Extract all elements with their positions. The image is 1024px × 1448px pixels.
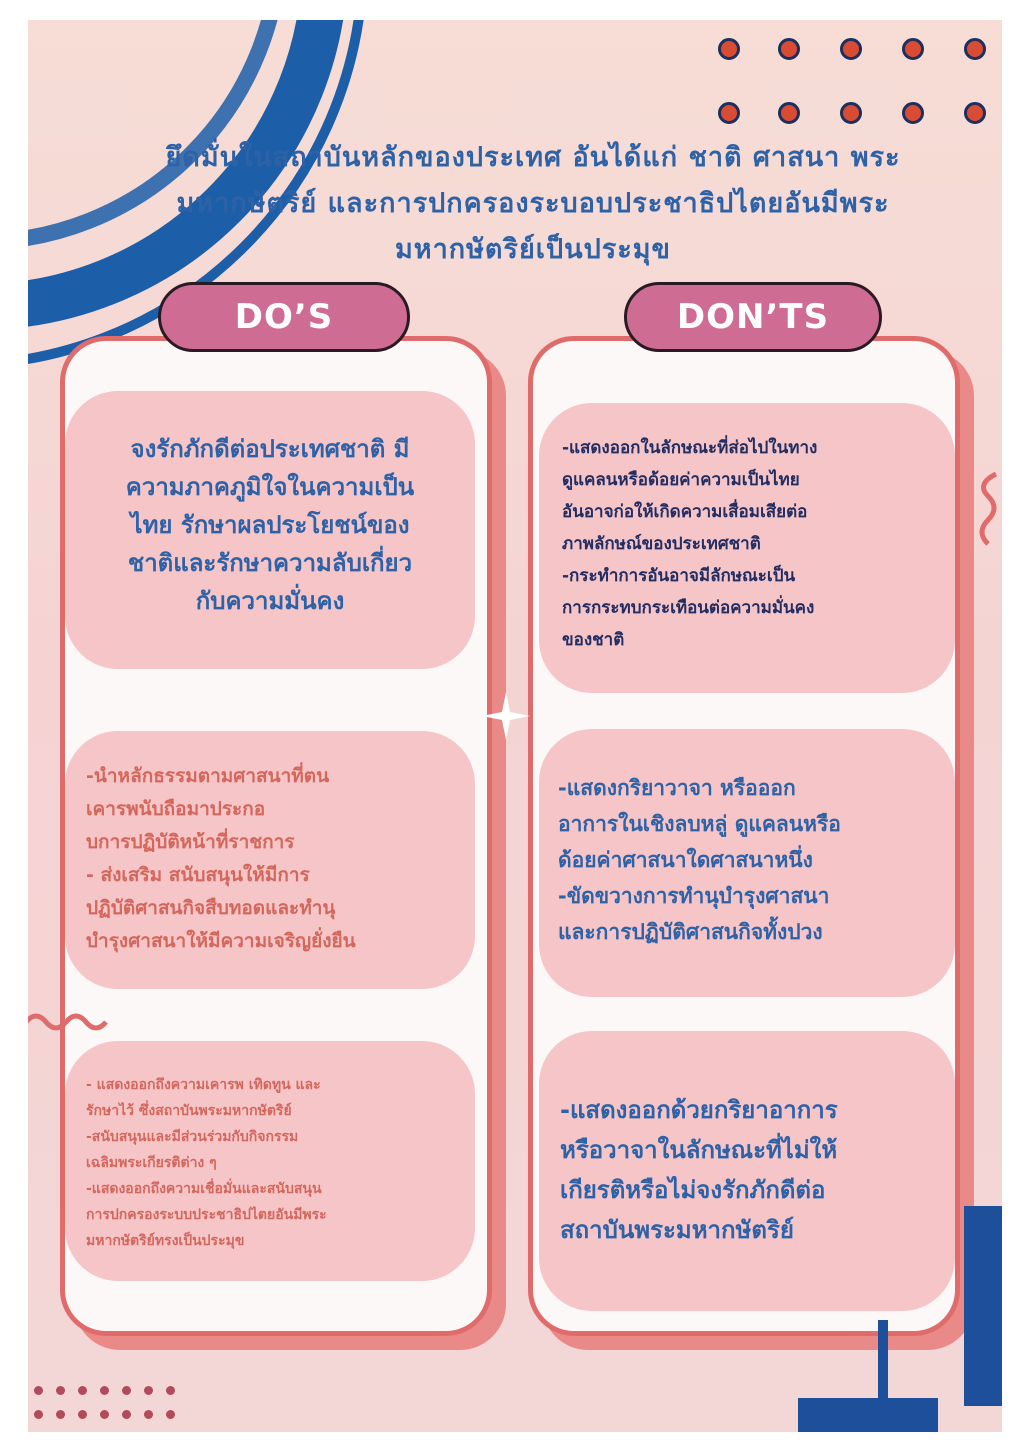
decor-small-dot: [144, 1386, 153, 1395]
decor-small-dot: [100, 1386, 109, 1395]
squiggle-left-decor: [28, 1006, 114, 1036]
decor-small-dot: [122, 1386, 131, 1395]
dos-item-3: - แสดงออกถึงความเคารพ เทิดทูน และ รักษาไว้ ซึ่งสถาบันพระมหากษัตริย์ -สนับสนุนและมีส่วนร่วมกับกิจกรรม เฉลิมพระเกียรติต่าง ๆ -แสดงออกถึงความเชื่อมั่นและสนับสนุน การปกครองระบบประชาธิปไตยอันมีพระ มหากษัตริย์ทรงเป็นประมุข: [86, 1077, 327, 1249]
decor-small-dot: [100, 1410, 109, 1419]
decor-dot: [840, 38, 862, 60]
decor-block-2: [798, 1398, 938, 1432]
decor-dot: [840, 102, 862, 124]
decor-dot: [778, 102, 800, 124]
sparkle-icon: [480, 690, 532, 742]
decor-small-dot: [56, 1386, 65, 1395]
decor-small-dot: [78, 1410, 87, 1419]
poster-title: ยึดมั่นในสถาบันหลักของประเทศ อันได้แก่ ชาติ ศาสนา พระ มหากษัตริย์ และการปกครองระบอบประชาธิปไตยอันมีพระ มหากษัตริย์เป็นประมุข: [165, 142, 901, 265]
dos-item-2: -นำหลักธรรมตามศาสนาที่ตน เคารพนับถือมาประกอ บการปฏิบัติหน้าที่ราชการ - ส่งเสริม สนับสนุนให้มีการ ปฏิบัติศาสนกิจสืบทอดและทำนุ บำรุงศาสนาให้มีความเจริญยั่งยืน: [86, 765, 356, 952]
decor-block-3: [878, 1320, 888, 1420]
decor-block-1: [964, 1206, 1002, 1406]
decor-small-dot: [122, 1410, 131, 1419]
decor-small-dot: [166, 1410, 175, 1419]
donts-item-2: -แสดงกริยาวาจา หรือออก อาการในเชิงลบหลู่ ดูแคลนหรือ ด้อยค่าศาสนาใดศาสนาหนึ่ง -ขัดขวางการทำนุบำรุงศาสนา และการปฏิบัติศาสนกิจทั้งปวง: [558, 776, 841, 944]
decor-small-dot: [34, 1386, 43, 1395]
donts-heading: DON’TS: [624, 282, 882, 352]
donts-item-3: -แสดงออกด้วยกริยาอาการ หรือวาจาในลักษณะที่ไม่ให้ เกียรติหรือไม่จงรักภักดีต่อ สถาบันพระมหากษัตริย์: [560, 1096, 838, 1244]
decor-dot: [778, 38, 800, 60]
decor-small-dot: [78, 1386, 87, 1395]
decor-small-dot: [56, 1410, 65, 1419]
decor-small-dot: [166, 1386, 175, 1395]
dos-item-1: จงรักภักดีต่อประเทศชาติ มี ความภาคภูมิใจในความเป็น ไทย รักษาผลประโยชน์ของ ชาติและรักษาความลับเกี่ยว กับความมั่นคง: [125, 435, 415, 615]
dos-heading: DO’S: [158, 282, 410, 352]
decor-dot: [964, 38, 986, 60]
decor-small-dot: [34, 1410, 43, 1419]
decor-dot: [718, 38, 740, 60]
decor-dot: [964, 102, 986, 124]
donts-item-1: -แสดงออกในลักษณะที่ส่อไปในทาง ดูแคลนหรือด้อยค่าความเป็นไทย อันอาจก่อให้เกิดความเสื่อมเสียต่อ ภาพลักษณ์ของประเทศชาติ -กระทำการอันอาจมีลักษณะเป็น การกระทบกระเทือนต่อความมั่นคง ของชาติ: [562, 438, 818, 650]
decor-dot: [902, 38, 924, 60]
squiggle-right-decor: [966, 470, 1002, 550]
decor-small-dot: [144, 1410, 153, 1419]
decor-dot: [902, 102, 924, 124]
poster-sheet: [28, 20, 1002, 1432]
decor-dot: [718, 102, 740, 124]
